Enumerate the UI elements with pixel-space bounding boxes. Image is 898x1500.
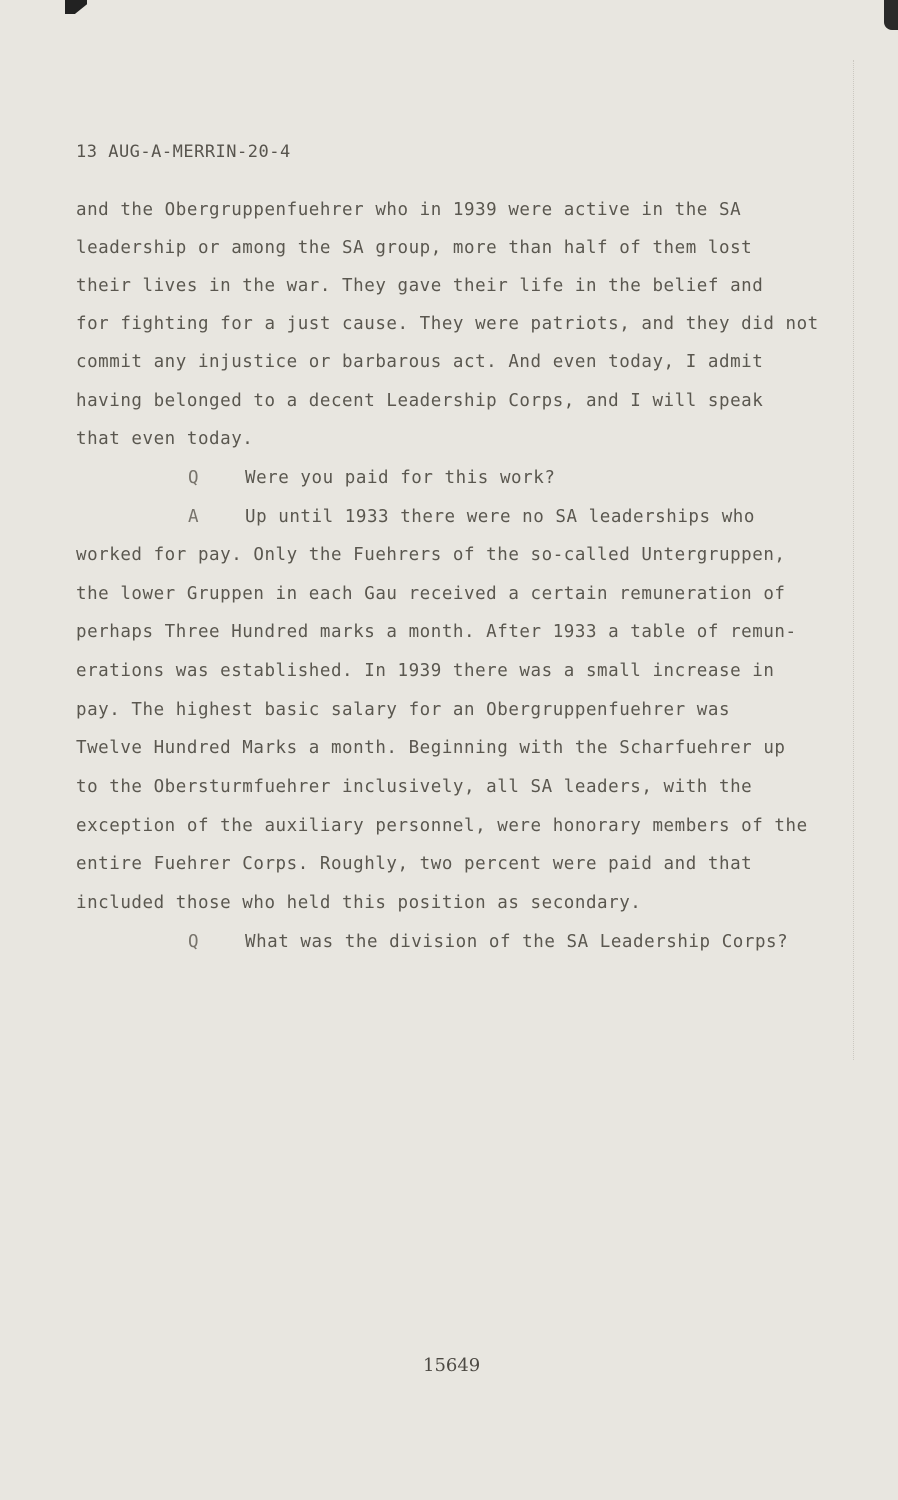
text-line: exception of the auxiliary personnel, were honorary members of the [76, 816, 808, 836]
text-line: erations was established. In 1939 there was a small increase in [76, 661, 775, 681]
text-line: pay. The highest basic salary for an Obergruppenfuehrer was [76, 700, 731, 720]
page-header: 13 AUG-A-MERRIN-20-4 [76, 142, 291, 162]
text-line: the lower Gruppen in each Gau received a certain remuneration of [76, 584, 786, 604]
text-line: worked for pay. Only the Fuehrers of the so-called Untergruppen, [76, 545, 786, 565]
binder-tab-mark [65, 0, 87, 14]
text-line: included those who held this position as secondary. [76, 893, 642, 913]
margin-perforation [839, 60, 854, 1060]
question-text: What was the division of the SA Leadership Corps? [245, 932, 789, 952]
text-line: for fighting for a just cause. They were patriots, and they did not [76, 314, 819, 334]
text-line: that even today. [76, 429, 254, 449]
text-line: leadership or among the SA group, more than half of them lost [76, 238, 753, 258]
text-line: Twelve Hundred Marks a month. Beginning with the Scharfuehrer up [76, 738, 786, 758]
answer-first-line: Up until 1933 there were no SA leaderships who [245, 507, 755, 527]
text-line: perhaps Three Hundred marks a month. After 1933 a table of remun- [76, 622, 797, 642]
edge-clip-mark [884, 0, 898, 30]
answer-marker: A [188, 507, 199, 527]
question-text: Were you paid for this work? [245, 468, 556, 488]
text-line: to the Obersturmfuehrer inclusively, all SA leaders, with the [76, 777, 753, 797]
text-line: and the Obergruppenfuehrer who in 1939 were active in the SA [76, 200, 742, 220]
page-number: 15649 [423, 1355, 481, 1376]
text-line: entire Fuehrer Corps. Roughly, two percent were paid and that [76, 854, 753, 874]
text-line: having belonged to a decent Leadership Corps, and I will speak [76, 391, 764, 411]
text-line: commit any injustice or barbarous act. And even today, I admit [76, 352, 764, 372]
question-marker: Q [188, 468, 199, 488]
text-line: their lives in the war. They gave their life in the belief and [76, 276, 764, 296]
question-marker: Q [188, 932, 199, 952]
